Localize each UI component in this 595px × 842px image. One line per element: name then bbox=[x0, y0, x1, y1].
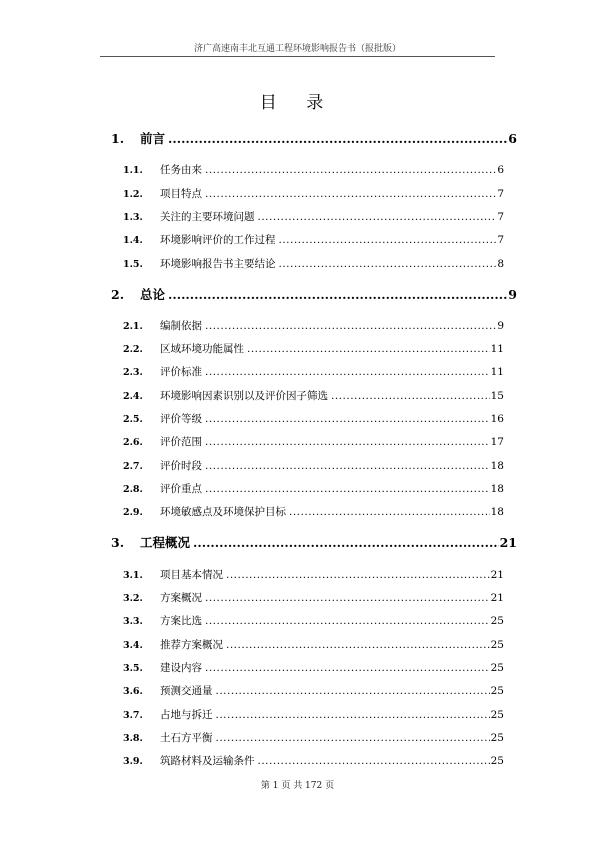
toc-entry-number: 1. bbox=[111, 131, 125, 146]
toc-section-entry[interactable] bbox=[123, 162, 504, 177]
toc-section-entry[interactable] bbox=[123, 481, 504, 496]
toc-section-entry[interactable] bbox=[123, 660, 504, 675]
toc-section-entry[interactable] bbox=[123, 318, 504, 333]
toc-dot-leader bbox=[331, 390, 490, 402]
toc-dot-leader bbox=[205, 592, 490, 604]
toc-dot-leader bbox=[205, 320, 496, 332]
toc-dot-leader bbox=[216, 732, 490, 744]
toc-dot-leader bbox=[216, 709, 490, 721]
toc-entry-title: 区域环境功能属性 bbox=[160, 343, 244, 355]
toc-dot-leader bbox=[205, 164, 496, 176]
toc-dot-leader bbox=[205, 662, 490, 674]
toc-entry-number: 2.3. bbox=[123, 367, 143, 378]
toc-section-entry[interactable] bbox=[123, 504, 504, 519]
toc-entry-number: 1.3. bbox=[123, 212, 143, 223]
toc-entry-title: 推荐方案概况 bbox=[160, 639, 223, 651]
toc-entry-title: 环境影响评价的工作过程 bbox=[160, 234, 276, 246]
toc-dot-leader bbox=[279, 258, 497, 270]
toc-entry-title: 评价标准 bbox=[160, 366, 202, 378]
toc-dot-leader bbox=[279, 234, 497, 246]
toc-dot-leader bbox=[258, 755, 490, 767]
toc-dot-leader bbox=[168, 287, 507, 302]
toc-entry-number: 1.2. bbox=[123, 189, 143, 200]
toc-entry-number: 3.4. bbox=[123, 640, 143, 651]
toc-entry-page: 25 bbox=[490, 732, 504, 744]
toc-entry-number: 2.9. bbox=[123, 507, 143, 518]
toc-section-entry[interactable] bbox=[123, 683, 504, 698]
toc-dot-leader bbox=[205, 188, 496, 200]
toc-entry-page: 18 bbox=[490, 483, 504, 495]
toc-entry-title: 环境影响报告书主要结论 bbox=[160, 258, 276, 270]
toc-entry-number: 2. bbox=[111, 287, 125, 302]
toc-dot-leader bbox=[205, 483, 490, 495]
toc-chapter-entry[interactable] bbox=[111, 129, 517, 147]
toc-dot-leader bbox=[247, 343, 490, 355]
toc-section-entry[interactable] bbox=[123, 730, 504, 745]
toc-entry-title: 建设内容 bbox=[160, 662, 202, 674]
toc-entry-title: 土石方平衡 bbox=[160, 732, 213, 744]
toc-chapter-entry[interactable] bbox=[111, 533, 517, 551]
toc-section-entry[interactable] bbox=[123, 388, 504, 403]
toc-entry-title: 环境敏感点及环境保护目标 bbox=[160, 506, 286, 518]
toc-entry-number: 2.5. bbox=[123, 414, 143, 425]
toc-entry-title: 工程概况 bbox=[140, 535, 191, 550]
toc-section-entry[interactable] bbox=[123, 186, 504, 201]
toc-entry-number: 2.1. bbox=[123, 321, 143, 332]
toc-entry-page: 18 bbox=[490, 460, 504, 472]
toc-section-entry[interactable] bbox=[123, 637, 504, 652]
toc-entry-title: 任务由来 bbox=[160, 164, 202, 176]
toc-entry-number: 3.5. bbox=[123, 663, 143, 674]
toc-entry-page: 25 bbox=[490, 615, 504, 627]
toc-entry-title: 方案比选 bbox=[160, 615, 202, 627]
toc-entry-number: 3.3. bbox=[123, 616, 143, 627]
toc-entry-page: 21 bbox=[490, 592, 504, 604]
toc-entry-title: 关注的主要环境问题 bbox=[160, 211, 255, 223]
toc-entry-title: 预测交通量 bbox=[160, 685, 213, 697]
toc-section-entry[interactable] bbox=[123, 256, 504, 271]
toc-entry-number: 3.2. bbox=[123, 593, 143, 604]
toc-section-entry[interactable] bbox=[123, 232, 504, 247]
toc-entry-page: 15 bbox=[490, 390, 504, 402]
toc-entry-number: 3.7. bbox=[123, 710, 143, 721]
toc-dot-leader bbox=[205, 436, 490, 448]
toc-section-entry[interactable] bbox=[123, 567, 504, 582]
toc-entry-page: 21 bbox=[490, 569, 504, 581]
toc-entry-number: 2.8. bbox=[123, 484, 143, 495]
toc-entry-number: 2.2. bbox=[123, 344, 143, 355]
toc-entry-page: 11 bbox=[490, 343, 504, 355]
toc-entry-page: 25 bbox=[490, 685, 504, 697]
toc-section-entry[interactable] bbox=[123, 209, 504, 224]
toc-dot-leader bbox=[289, 506, 490, 518]
toc-section-entry[interactable] bbox=[123, 411, 504, 426]
toc-entry-title: 评价范围 bbox=[160, 436, 202, 448]
toc-dot-leader bbox=[205, 413, 490, 425]
toc-entry-page: 7 bbox=[497, 188, 504, 200]
toc-entry-number: 2.4. bbox=[123, 391, 143, 402]
toc-entry-page: 11 bbox=[490, 366, 504, 378]
toc-entry-title: 筑路材料及运输条件 bbox=[160, 755, 255, 767]
toc-entry-page: 25 bbox=[490, 639, 504, 651]
toc-entry-number: 3.8. bbox=[123, 733, 143, 744]
toc-section-entry[interactable] bbox=[123, 364, 504, 379]
toc-chapter-entry[interactable] bbox=[111, 285, 517, 303]
toc-entry-page: 9 bbox=[508, 287, 517, 302]
toc-entry-number: 3.6. bbox=[123, 686, 143, 697]
toc-entry-page: 25 bbox=[490, 709, 504, 721]
toc-entry-title: 环境影响因素识别以及评价因子筛选 bbox=[160, 390, 328, 402]
toc-section-entry[interactable] bbox=[123, 590, 504, 605]
toc-section-entry[interactable] bbox=[123, 434, 504, 449]
page-footer: 第 1 页 共 172 页 bbox=[260, 781, 335, 791]
toc-dot-leader bbox=[226, 639, 490, 651]
toc-entry-page: 7 bbox=[497, 234, 504, 246]
toc-entry-page: 25 bbox=[490, 755, 504, 767]
toc-entry-page: 6 bbox=[508, 131, 517, 146]
toc-entry-page: 21 bbox=[499, 535, 517, 550]
toc-entry-title: 总论 bbox=[140, 287, 166, 302]
toc-entry-number: 3.9. bbox=[123, 756, 143, 767]
toc-entry-number: 2.6. bbox=[123, 437, 143, 448]
toc-dot-leader bbox=[168, 131, 507, 146]
toc-entry-title: 占地与拆迁 bbox=[160, 709, 213, 721]
toc-entry-page: 9 bbox=[497, 320, 504, 332]
toc-entry-number: 3.1. bbox=[123, 570, 143, 581]
toc-section-entry[interactable] bbox=[123, 458, 504, 473]
toc-title: 目 录 bbox=[259, 93, 336, 113]
toc-dot-leader bbox=[193, 535, 499, 550]
toc-entry-title: 编制依据 bbox=[160, 320, 202, 332]
toc-dot-leader bbox=[226, 569, 490, 581]
toc-dot-leader bbox=[205, 615, 490, 627]
toc-entry-number: 1.4. bbox=[123, 235, 143, 246]
toc-entry-title: 项目特点 bbox=[160, 188, 202, 200]
toc-entry-page: 6 bbox=[497, 164, 504, 176]
toc-section-entry[interactable] bbox=[123, 707, 504, 722]
toc-dot-leader bbox=[205, 366, 490, 378]
toc-entry-title: 评价重点 bbox=[160, 483, 202, 495]
toc-dot-leader bbox=[216, 685, 490, 697]
toc-entry-title: 项目基本情况 bbox=[160, 569, 223, 581]
toc-entry-number: 2.7. bbox=[123, 461, 143, 472]
toc-entry-title: 评价等级 bbox=[160, 413, 202, 425]
toc-entry-page: 17 bbox=[490, 436, 504, 448]
toc-entry-number: 1.5. bbox=[123, 259, 143, 270]
toc-entry-page: 18 bbox=[490, 506, 504, 518]
toc-dot-leader bbox=[258, 211, 497, 223]
toc-entry-title: 评价时段 bbox=[160, 460, 202, 472]
toc-section-entry[interactable] bbox=[123, 613, 504, 628]
toc-section-entry[interactable] bbox=[123, 341, 504, 356]
toc-entry-page: 16 bbox=[490, 413, 504, 425]
toc-entry-title: 前言 bbox=[140, 131, 166, 146]
toc-entry-page: 7 bbox=[497, 211, 504, 223]
toc-entry-number: 3. bbox=[111, 535, 125, 550]
toc-dot-leader bbox=[205, 460, 490, 472]
running-header: 济广高速南丰北互通工程环境影响报告书（报批版） bbox=[193, 44, 401, 54]
toc-entry-title: 方案概况 bbox=[160, 592, 202, 604]
toc-section-entry[interactable] bbox=[123, 753, 504, 768]
toc-entry-page: 25 bbox=[490, 662, 504, 674]
toc-entry-page: 8 bbox=[497, 258, 504, 270]
toc-entry-number: 1.1. bbox=[123, 165, 143, 176]
